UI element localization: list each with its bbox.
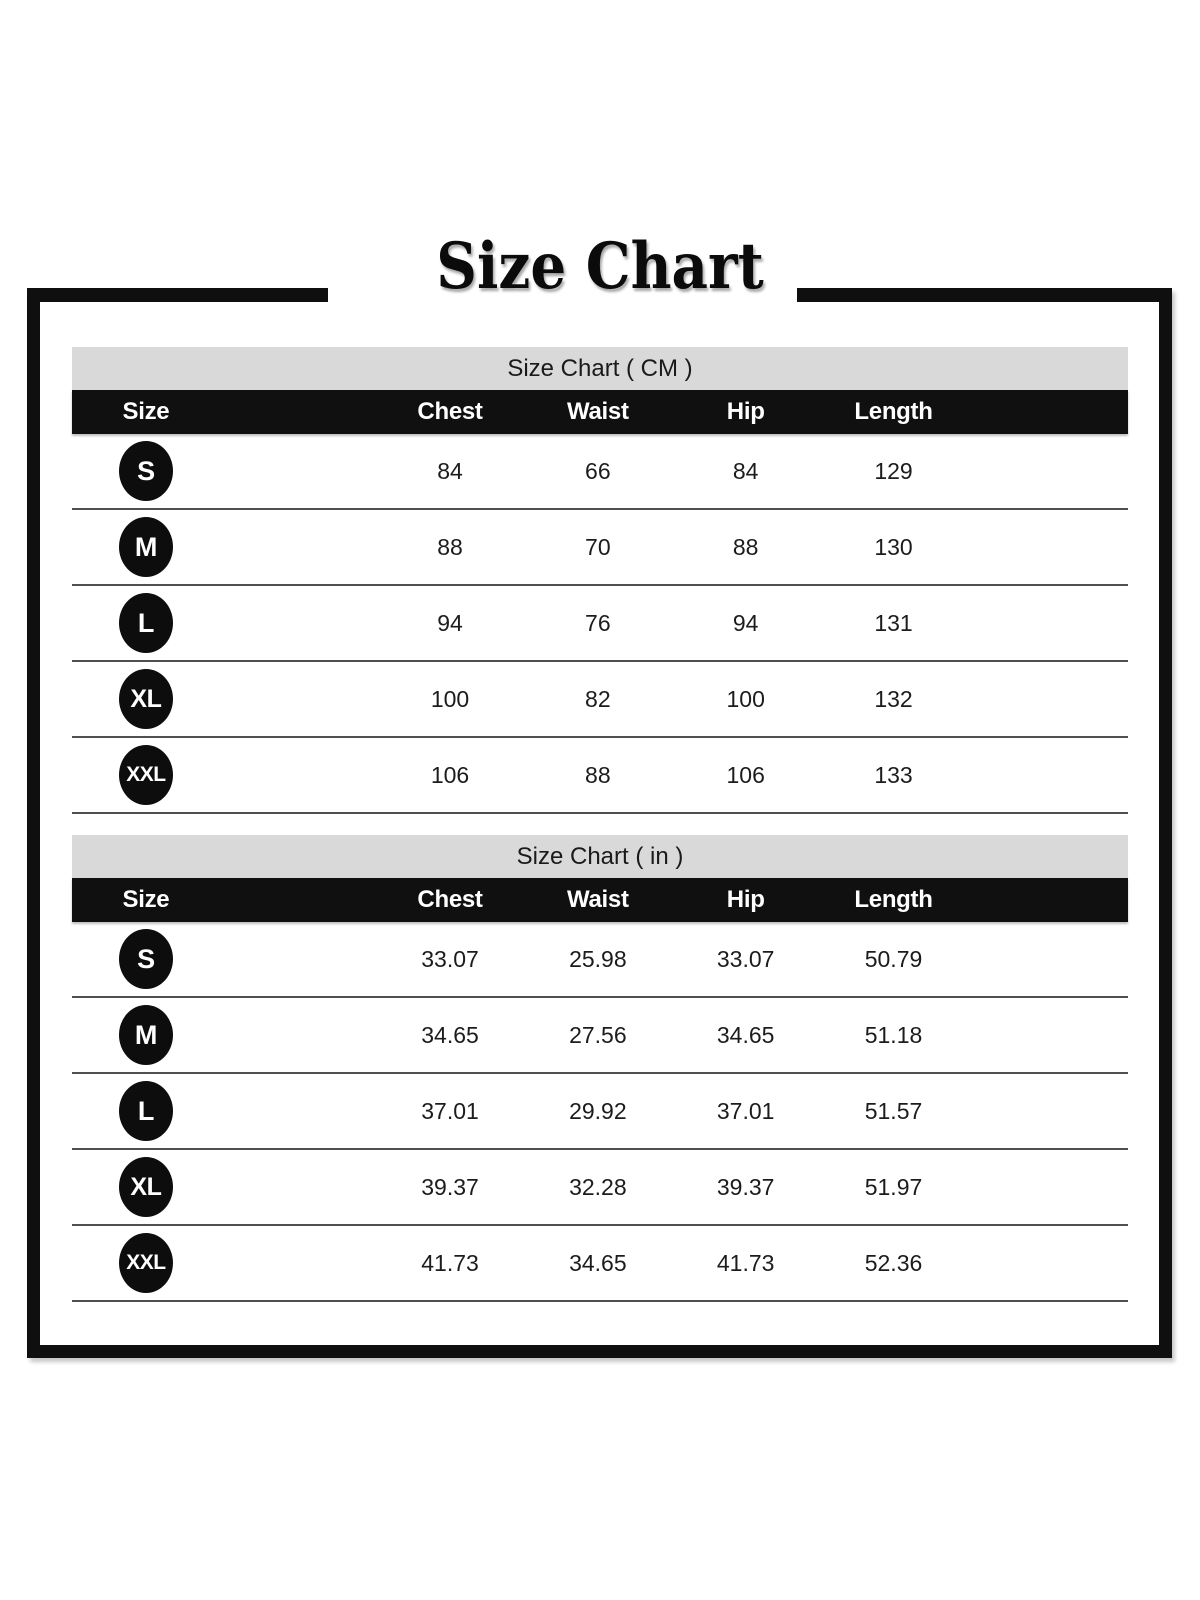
size-badge: S [119,929,173,989]
cell-length: 51.97 [864,1173,923,1200]
cell-waist: 70 [585,533,611,560]
row-l [72,586,1128,662]
size-badge-cell [72,1233,220,1293]
cell-chest: 41.73 [421,1249,479,1276]
size-badge-cell [72,441,220,501]
cell-waist: 82 [585,685,611,712]
cell-waist: 32.28 [569,1173,627,1200]
row-m [72,510,1128,586]
table-header-row [72,390,1128,434]
cell-waist: 88 [585,761,611,788]
size-badge: S [119,441,173,501]
row-xl [72,1150,1128,1226]
cell-hip: 33.07 [716,945,775,972]
cell-hip: 106 [726,761,765,788]
size-badge-cell [72,669,220,729]
size-badge: M [119,517,173,577]
column-header-size: Size [122,398,170,425]
column-header-chest: Chest [417,398,483,425]
cell-chest: 100 [430,685,470,712]
row-xl [72,662,1128,738]
cell-chest: 39.37 [421,1173,479,1200]
size-badge-cell [72,929,220,989]
size-badge-cell [72,745,220,805]
cell-length: 131 [874,609,913,636]
row-m [72,998,1128,1074]
row-xxl [72,1226,1128,1302]
cell-chest: 84 [437,457,463,484]
size-badge: XL [119,1157,173,1217]
size-badge: L [119,1081,173,1141]
cell-hip: 100 [726,685,765,712]
size-badge-cell [72,593,220,653]
cell-length: 132 [874,685,913,712]
cell-chest: 34.65 [421,1021,479,1048]
table-caption-cm: Size Chart ( CM ) [72,347,1128,390]
row-s [72,434,1128,510]
column-header-length: Length [854,398,933,425]
cell-chest: 106 [430,761,470,788]
cell-chest: 37.01 [421,1097,479,1124]
size-badge: XL [119,669,173,729]
cell-hip: 84 [732,457,759,484]
cell-hip: 34.65 [716,1021,775,1048]
cell-waist: 76 [585,609,611,636]
size-badge: XXL [119,745,173,805]
cell-chest: 33.07 [421,945,479,972]
cell-length: 50.79 [864,945,923,972]
row-xxl [72,738,1128,814]
table-caption-inch: Size Chart ( in ) [72,835,1128,878]
column-header-waist: Waist [567,398,629,425]
page-title: Size Chart [436,229,764,304]
cell-length: 130 [874,533,913,560]
cell-length: 51.57 [864,1097,923,1124]
cell-waist: 66 [585,457,611,484]
cell-hip: 39.37 [716,1173,775,1200]
cell-hip: 88 [732,533,759,560]
size-badge: L [119,593,173,653]
size-badge: XXL [119,1233,173,1293]
column-header-size: Size [122,886,170,913]
cell-length: 133 [874,761,913,788]
size-table-inch [72,835,1128,1302]
row-l [72,1074,1128,1150]
size-badge-cell [72,1005,220,1065]
table-header-row [72,878,1128,922]
cell-length: 129 [874,457,913,484]
size-badge: M [119,1005,173,1065]
cell-waist: 34.65 [569,1249,627,1276]
cell-hip: 94 [732,609,759,636]
column-header-hip: Hip [726,886,765,913]
column-header-waist: Waist [567,886,629,913]
cell-waist: 25.98 [569,945,627,972]
size-badge-cell [72,1157,220,1217]
cell-chest: 94 [437,609,463,636]
cell-waist: 27.56 [569,1021,627,1048]
cell-hip: 41.73 [716,1249,775,1276]
size-badge-cell [72,517,220,577]
column-header-length: Length [854,886,933,913]
cell-length: 51.18 [864,1021,923,1048]
cell-chest: 88 [437,533,463,560]
column-header-hip: Hip [726,398,765,425]
size-badge-cell [72,1081,220,1141]
row-s [72,922,1128,998]
column-header-chest: Chest [417,886,483,913]
cell-hip: 37.01 [716,1097,775,1124]
size-table-cm [72,347,1128,814]
cell-waist: 29.92 [569,1097,627,1124]
cell-length: 52.36 [864,1249,923,1276]
